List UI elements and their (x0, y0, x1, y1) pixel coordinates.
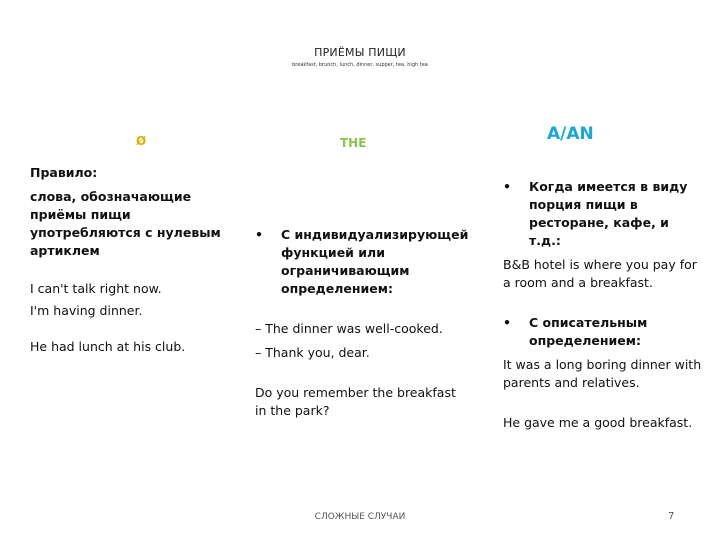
rule-bullet (255, 226, 470, 298)
slide-title: ПРИЁМЫ ПИЩИ (314, 46, 406, 59)
example-line: It was a long boring dinner with parents and relatives. (503, 357, 702, 390)
column-zero-article (30, 164, 235, 356)
column-the (255, 226, 470, 420)
column-heading-a-an: A/AN (547, 124, 594, 144)
rule-text: слова, обозначающие приёмы пищи употребляются с нулевым артиклем (30, 189, 221, 258)
example-line: Do you remember the breakfast in the park? (255, 385, 456, 418)
rule-bullet (503, 314, 703, 350)
column-heading-zero-article: Ø (136, 134, 147, 148)
column-heading-the: THE (340, 136, 367, 150)
example-line: He gave me a good breakfast. (503, 415, 693, 430)
rule-label: Правило: (30, 165, 98, 180)
bullet-icon: • (503, 315, 511, 330)
example-line: I'm having dinner. (30, 303, 143, 318)
bullet-icon: • (255, 227, 263, 242)
rule-text: С индивидуализирующей функцией или ограничивающим определением: (281, 227, 469, 296)
column-a-an (503, 178, 703, 432)
example-line: I can't talk right now. (30, 281, 162, 296)
slide-footer: СЛОЖНЫЕ СЛУЧАИ (314, 512, 406, 522)
rule-bullet (503, 178, 703, 250)
page-number: 7 (668, 511, 675, 522)
dialog-line: – Thank you, dear. (255, 345, 370, 360)
slide-subtitle: breakfast, brunch, lunch, dinner, supper, tea, high tea (292, 62, 428, 68)
example-line: He had lunch at his club. (30, 339, 186, 354)
rule-text: С описательным определением: (529, 315, 648, 348)
example-line: B&B hotel is where you pay for a room and a breakfast. (503, 257, 697, 290)
bullet-icon: • (503, 179, 511, 194)
rule-text: Когда имеется в виду порция пищи в ресторане, кафе, и т.д.: (529, 179, 688, 248)
dialog-line: – The dinner was well-cooked. (255, 321, 443, 336)
